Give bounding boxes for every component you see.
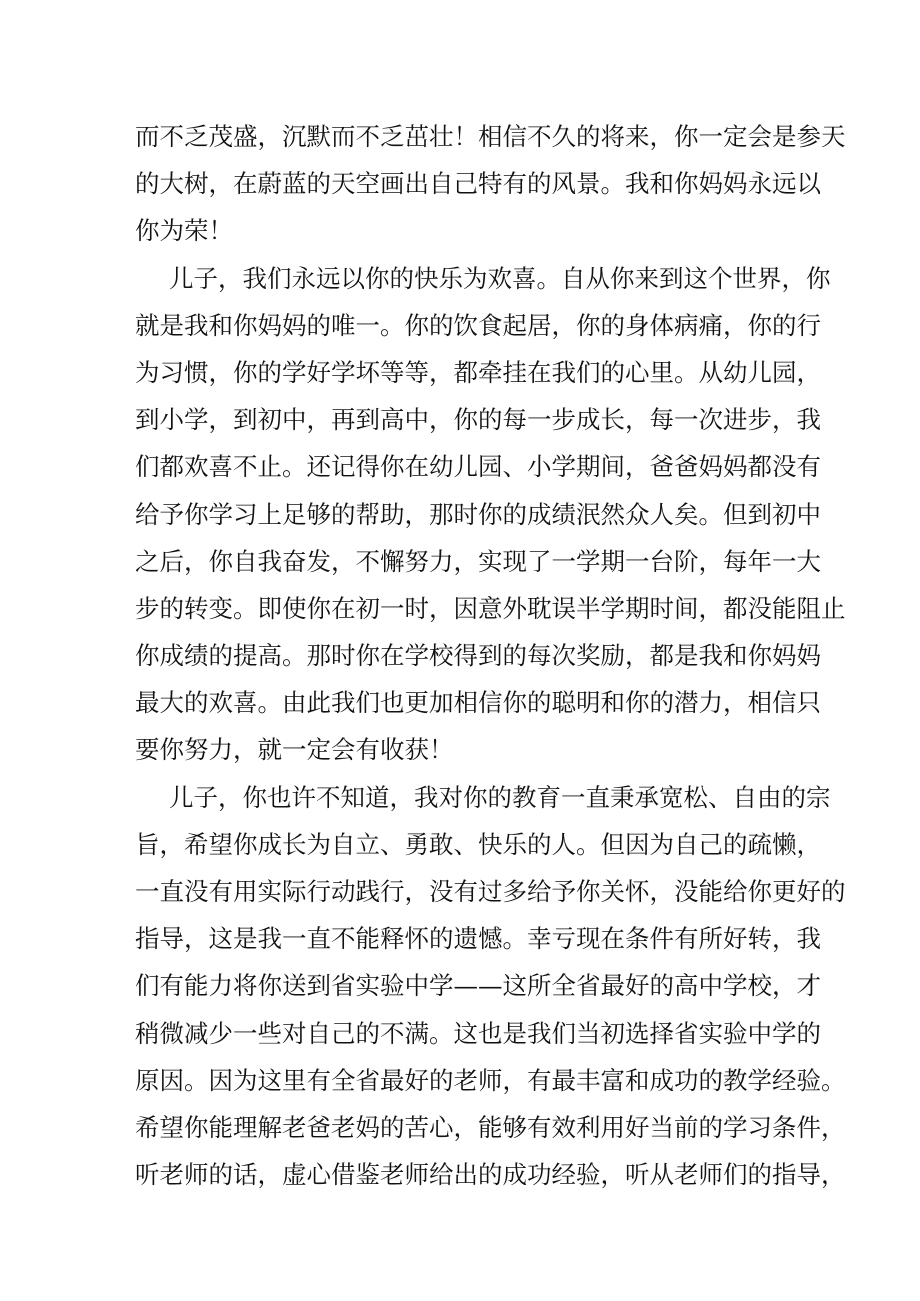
text-line: 儿子，我们永远以你的快乐为欢喜。自从你来到这个世界，你 — [169, 263, 831, 293]
text-line: 给予你学习上足够的帮助，那时你的成绩泯然众人矣。但到初中 — [135, 499, 821, 529]
text-line: 的大树，在蔚蓝的天空画出自己特有的风景。我和你妈妈永远以 — [135, 169, 821, 199]
text-line: 听老师的话，虚心借鉴老师给出的成功经验，听从老师们的指导， — [135, 1160, 846, 1190]
paragraph-1-continued — [135, 113, 846, 255]
text-line: 希望你能理解老爸老妈的苦心，能够有效利用好当前的学习条件， — [135, 1112, 846, 1142]
letter-body — [135, 113, 846, 1198]
text-line: 要你努力，就一定会有收获！ — [135, 735, 454, 765]
text-line: 之后，你自我奋发，不懈努力，实现了一学期一台阶，每年一大 — [135, 546, 821, 576]
text-line: 们有能力将你送到省实验中学——这所全省最好的高中学校，才 — [135, 971, 821, 1001]
text-line: 旨，希望你成长为自立、勇敢、快乐的人。但因为自己的疏懒， — [135, 829, 821, 859]
text-line: 步的转变。即使你在初一时，因意外耽误半学期时间，都没能阻止 — [135, 593, 846, 623]
text-line: 到小学，到初中，再到高中，你的每一步成长，每一次进步，我 — [135, 405, 821, 435]
text-line: 为习惯，你的学好学坏等等，都牵挂在我们的心里。从幼儿园， — [135, 357, 821, 387]
paragraph-2 — [135, 255, 846, 774]
text-line: 而不乏茂盛，沉默而不乏茁壮！相信不久的将来，你一定会是参天 — [135, 122, 846, 151]
text-line: 指导，这是我一直不能释怀的遗憾。幸亏现在条件有所好转，我 — [135, 924, 821, 954]
text-line: 稍微减少一些对自己的不满。这也是我们当初选择省实验中学的 — [135, 1018, 821, 1048]
text-line: 你为荣！ — [135, 216, 233, 246]
text-line: 一直没有用实际行动践行，没有过多给予你关怀，没能给你更好的 — [135, 877, 846, 906]
text-line: 儿子，你也许不知道，我对你的教育一直秉承宽松、自由的宗 — [169, 782, 831, 812]
text-line: 你成绩的提高。那时你在学校得到的每次奖励，都是我和你妈妈 — [135, 641, 821, 671]
text-line: 们都欢喜不止。还记得你在幼儿园、小学期间，爸爸妈妈都没有 — [135, 452, 821, 482]
text-line: 原因。因为这里有全省最好的老师，有最丰富和成功的教学经验。 — [135, 1065, 846, 1095]
text-line: 最大的欢喜。由此我们也更加相信你的聪明和你的潜力，相信只 — [135, 688, 821, 718]
text-line: 就是我和你妈妈的唯一。你的饮食起居，你的身体病痛，你的行 — [135, 310, 821, 340]
paragraph-3 — [135, 774, 846, 1199]
